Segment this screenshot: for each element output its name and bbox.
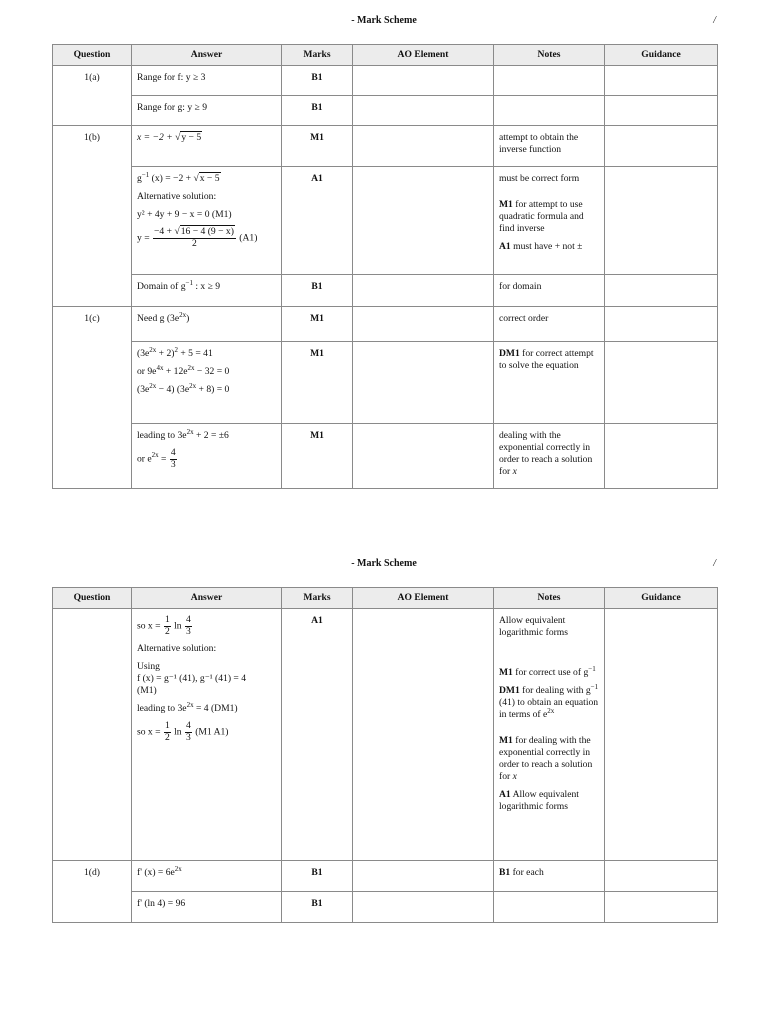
page-header-2 [0, 558, 768, 574]
notes-cell [494, 96, 605, 126]
note-text: must be correct form [499, 173, 580, 184]
using-line: Using [137, 661, 160, 673]
marks-cell: B1 [282, 892, 353, 923]
question-cell [53, 609, 132, 861]
notes-cell: attempt to obtain the inverse function [494, 126, 605, 167]
marks-cell: A1 [282, 167, 353, 275]
ao-cell [353, 861, 494, 892]
ao-cell [353, 167, 494, 275]
table-row [53, 307, 718, 342]
guidance-cell [605, 167, 718, 275]
answer-cell: f' (ln 4) = 96 [132, 892, 282, 923]
page-title: - Mark Scheme [351, 15, 417, 26]
answer-cell: Domain of $g^{-1}$ : x ≥ 9 [132, 275, 282, 307]
mark-scheme-table-2 [52, 587, 718, 923]
note-text: DM1 for dealing with $g^{-1}$ (41) to obtain an equation in terms of $e^{2x}$ [499, 682, 599, 720]
ao-cell [353, 66, 494, 96]
table-row [53, 609, 718, 861]
alternative-label: Alternative solution: [137, 643, 217, 655]
note-text: A1 must have + not ± [499, 240, 583, 252]
notes-cell: dealing with the exponential correctly in order to reach a solution for x [494, 424, 605, 489]
notes-cell [494, 66, 605, 96]
equation-line: or $e^{2x}$ = $\frac{4}{3}$ [137, 446, 176, 470]
col-answer: Answer [132, 45, 282, 66]
sqrt-term: y − 5 [181, 132, 202, 143]
quadratic-formula-line: y = $\frac{-4 + √16 - 4 (9 - x)}{2}$ (A1) [137, 225, 258, 249]
marks-cell: M1 [282, 424, 353, 489]
note-text: Allow equivalent logarithmic forms [499, 615, 569, 638]
ao-cell [353, 609, 494, 861]
table-row [53, 275, 718, 307]
table-row [53, 66, 718, 96]
guidance-cell [605, 307, 718, 342]
composite-line: f (x) = g⁻¹ (41), g⁻¹ (41) = 4 [137, 673, 247, 685]
guidance-cell [605, 96, 718, 126]
answer-cell: Range for g: y ≥ 9 [132, 96, 282, 126]
table-row [53, 96, 718, 126]
table-row [53, 892, 718, 923]
fraction: $\frac{4}{3}$ [170, 446, 176, 470]
note-text: A1 Allow equivalent logarithmic forms [499, 788, 579, 812]
col-notes: Notes [494, 588, 605, 609]
col-answer: Answer [132, 588, 282, 609]
col-question: Question [53, 45, 132, 66]
answer-cell [132, 167, 282, 275]
ao-cell [353, 96, 494, 126]
ao-cell [353, 892, 494, 923]
col-notes: Notes [494, 45, 605, 66]
notes-cell: correct order [494, 307, 605, 342]
notes-cell [494, 167, 605, 275]
equation-line: or $9e^{4x} + 12e^{2x} - 32 = 0$ [137, 363, 230, 377]
equation-line: leading to $3e^{2x} = 4$ (DM1) [137, 700, 238, 715]
answer-cell [132, 342, 282, 424]
notes-cell [494, 609, 605, 861]
answer-cell [132, 424, 282, 489]
marks-cell: B1 [282, 861, 353, 892]
m1-label: (M1) [137, 685, 157, 697]
mark-scheme-table-1 [52, 44, 718, 489]
guidance-cell [605, 126, 718, 167]
col-guidance: Guidance [605, 45, 718, 66]
page-header-1 [0, 15, 768, 31]
guidance-cell [605, 424, 718, 489]
guidance-cell [605, 861, 718, 892]
equation-line: leading to $3e^{2x} + 2 = \pm 6$ [137, 427, 229, 441]
marks-cell: M1 [282, 307, 353, 342]
question-cell: 1(a) [53, 66, 132, 126]
notes-cell: DM1 for correct attempt to solve the equation [494, 342, 605, 424]
ao-cell [353, 342, 494, 424]
answer-cell: Range for f: y ≥ 3 [132, 66, 282, 96]
guidance-cell [605, 275, 718, 307]
answer-cell: x = −2 + √y − 5 [132, 126, 282, 167]
solution-line: so x = $\frac{1}{2}$ ln $\frac{4}{3}$ [137, 614, 191, 637]
col-guidance: Guidance [605, 588, 718, 609]
guidance-cell [605, 609, 718, 861]
question-cell: 1(b) [53, 126, 132, 307]
page-title: - Mark Scheme [351, 558, 417, 569]
inverse-line: $g^{-1}$ (x) = −2 + √x − 5 [137, 170, 220, 184]
guidance-cell [605, 66, 718, 96]
fraction: $\frac{-4 + √16 - 4 (9 - x)}{2}$ [154, 225, 234, 249]
col-question: Question [53, 588, 132, 609]
notes-cell: for domain [494, 275, 605, 307]
equation-line: $(3e^{2x} + 2)^2 + 5 = 41$ [137, 345, 213, 359]
answer-cell: f' $(x) = 6e^{2x}$ [132, 861, 282, 892]
alternative-label: Alternative solution: [137, 190, 217, 202]
guidance-cell [605, 892, 718, 923]
col-ao-element: AO Element [353, 588, 494, 609]
question-cell: 1(d) [53, 861, 132, 923]
quadratic-line: y² + 4y + 9 − x = 0 (M1) [137, 208, 232, 220]
note-text: M1 for correct use of $g^{-1}$ [499, 664, 596, 678]
table-row [53, 126, 718, 167]
marks-cell: B1 [282, 275, 353, 307]
guidance-cell [605, 342, 718, 424]
notes-cell [494, 892, 605, 923]
col-marks: Marks [282, 45, 353, 66]
notes-cell: B1 for each [494, 861, 605, 892]
col-ao-element: AO Element [353, 45, 494, 66]
note-text: M1 for dealing with the exponential correctly in order to reach a solution for x [499, 734, 593, 782]
marks-cell: B1 [282, 96, 353, 126]
ao-cell [353, 126, 494, 167]
answer-text: x = −2 + [137, 132, 176, 143]
equation-line: $(3e^{2x} - 4) (3e^{2x} + 8) = 0$ [137, 381, 230, 395]
marks-cell: M1 [282, 126, 353, 167]
table-header-row [53, 45, 718, 66]
question-cell: 1(c) [53, 307, 132, 489]
table-row [53, 861, 718, 892]
ao-cell [353, 424, 494, 489]
table-row [53, 424, 718, 489]
ao-cell [353, 307, 494, 342]
solution-line: so x = $\frac{1}{2}$ ln $\frac{4}{3}$ (M1 A1) [137, 720, 229, 743]
answer-cell: Need g $(3e^{2x})$ [132, 307, 282, 342]
marks-cell: A1 [282, 609, 353, 861]
page-marker: / [713, 558, 716, 569]
table-row [53, 342, 718, 424]
marks-cell: M1 [282, 342, 353, 424]
ao-cell [353, 275, 494, 307]
answer-cell [132, 609, 282, 861]
table-row [53, 167, 718, 275]
table-header-row [53, 588, 718, 609]
marks-cell: B1 [282, 66, 353, 96]
page-marker: / [713, 15, 716, 26]
note-text: M1 for attempt to use quadratic formula and find inverse [499, 198, 584, 234]
col-marks: Marks [282, 588, 353, 609]
